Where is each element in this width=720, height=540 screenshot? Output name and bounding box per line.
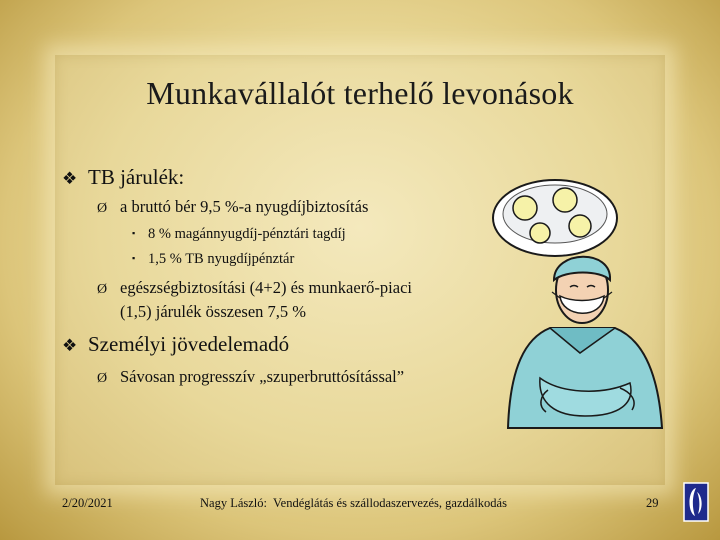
diamond-bullet-icon: ❖ (62, 169, 78, 188)
arrow-bullet-icon: Ø (97, 371, 108, 386)
footer-author (200, 496, 507, 511)
list-item-label: 8 % magánnyugdíj-pénztári tagdíj (148, 226, 346, 242)
list-item-szja (62, 332, 289, 357)
university-logo-icon (683, 482, 709, 522)
list-item-label: TB járulék: (88, 165, 185, 189)
diamond-bullet-icon: ❖ (62, 336, 78, 355)
arrow-bullet-icon: Ø (97, 282, 108, 297)
footer-author-name: Nagy László: (200, 496, 267, 510)
list-item-label: Sávosan progresszív „szuperbruttósítással” (120, 367, 405, 386)
square-bullet-icon: ▪ (132, 253, 136, 263)
list-item-label: egészségbiztosítási (4+2) és munkaerő-piaci (120, 278, 412, 297)
list-item-health-labour (97, 277, 412, 323)
arrow-bullet-icon: Ø (97, 201, 108, 216)
footer-date: 2/20/2021 (62, 496, 113, 510)
surgeon-icon (480, 178, 680, 438)
square-bullet-icon: ▪ (132, 228, 136, 238)
list-item-label-continued: (1,5) járulék összesen 7,5 % (120, 302, 307, 321)
footer-course: Vendéglátás és szállodaszervezés, gazdálkodás (273, 496, 507, 510)
list-item-private-pension (132, 226, 346, 243)
list-item-gross-pension (97, 196, 368, 220)
page-number: 29 (646, 496, 659, 510)
list-item-tb-pension (132, 251, 294, 268)
list-item-label: a bruttó bér 9,5 %-a nyugdíjbiztosítás (120, 197, 369, 216)
list-item-progressive (97, 366, 404, 390)
slide-title: Munkavállalót terhelő levonások (146, 75, 574, 111)
list-item-label: 1,5 % TB nyugdíjpénztár (148, 251, 295, 267)
list-item-tb (62, 165, 184, 190)
list-item-label: Személyi jövedelemadó (88, 332, 290, 356)
